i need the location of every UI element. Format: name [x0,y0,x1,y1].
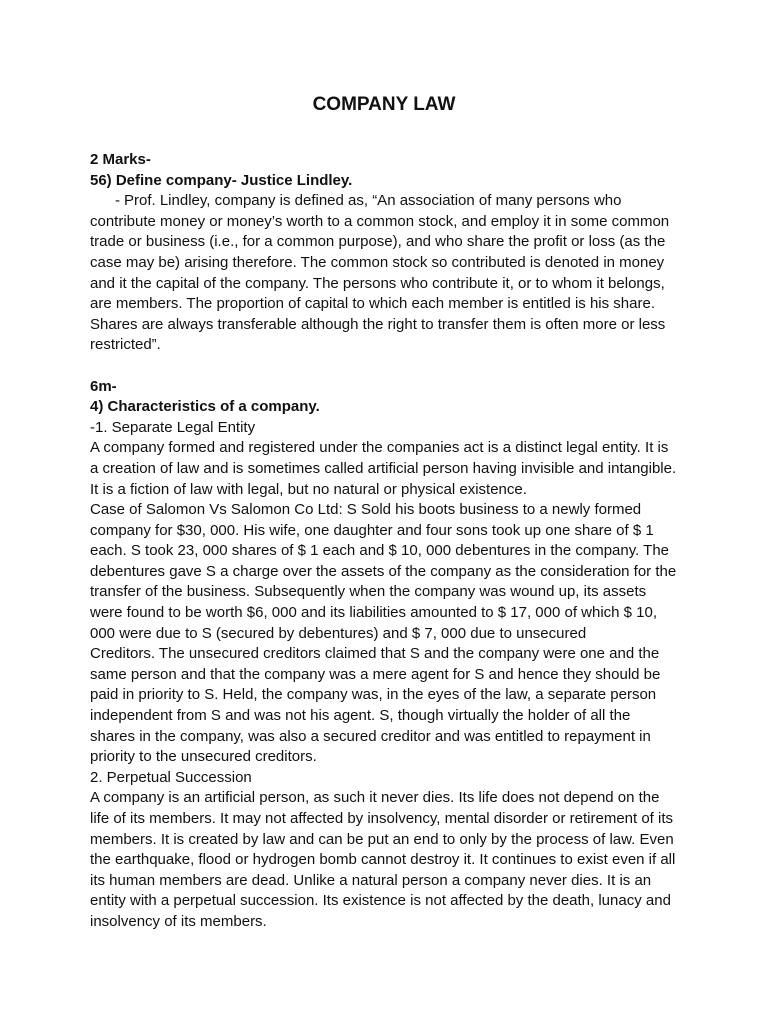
section-spacer [90,356,678,377]
definition-bullet [90,191,678,212]
point2-paragraph-1: A company is an artificial person, as such it never dies. Its life does not depend on the life of its members. It may not affected by insolvency, mental disorder or retirement of its members. It is created by law and can be put an end to only by the process of law. Even the earthquake, flood or hydrogen bomb cannot destroy it. It continues to exist even if all its human members are dead. Unlike a natural person a company never dies. It is an entity with a perpetual succession. Its existence is not affected by the death, lunacy and insolvency of its members. [90,789,676,930]
point1-paragraph-1: A company formed and registered under the companies act is a distinct legal entity. It is a creation of law and is sometimes called artificial person having invisible and intangible. It is a fiction of law with legal, but no natural or physical existence. [90,439,677,498]
bullet-first-line: Prof. Lindley, company is defined as, “An association of many persons who [124,192,622,210]
point1-paragraph-3: Creditors. The unsecured creditors claimed that S and the company were one and the same person and that the company was a mere agent for S and hence they should be paid in priority to S. Held, the company was, in the eyes of the law, a separate person independent from S and was not his agent. S, though virtually the holder of all the shares in the company, was also a secured creditor and was entitled to repayment in priority to the unsecured creditors. [90,645,661,766]
point2-title: 2. Perpetual Succession [90,768,252,786]
point1-title: -1. Separate Legal Entity [90,418,256,436]
question-56: 56) Define company- Justice Lindley. [90,171,353,189]
marks-heading-2: 2 Marks- [90,151,151,168]
question-4: 4) Characteristics of a company. [90,398,320,416]
bullet-dash: - [115,192,120,210]
definition-continuation: contribute money or money’s worth to a common stock, and employ it in some common trade or business (i.e., for a common purpose), and who share the profit or loss (as the case may be) arising therefore. The common stock so contributed is denoted in money and it the capital of the company. The persons who contribute it, or to whom it belongs, are members. The proportion of capital to which each member is entitled is his share. Shares are always transferable although the right to transfer them is often more or less restricted”. [90,212,670,354]
marks-heading-6: 6m- [90,377,117,395]
document-body [90,150,678,933]
point1-paragraph-2: Case of Salomon Vs Salomon Co Ltd: S Sold his boots business to a newly formed company for $30, 000. His wife, one daughter and four sons took up one share of $ 1 each. S took 23, 000 shares of $ 1 each and $ 10, 000 debentures in the company. The debentures gave S a charge over the assets of the company as the consideration for the transfer of the business. Subsequently when the company was wound up, its assets were found to be worth $6, 000 and its liabilities amounted to $ 17, 000 of which $ 10, 000 were due to S (secured by debentures) and $ 7, 000 due to unsecured [90,501,677,642]
page-title: COMPANY LAW [312,94,456,115]
